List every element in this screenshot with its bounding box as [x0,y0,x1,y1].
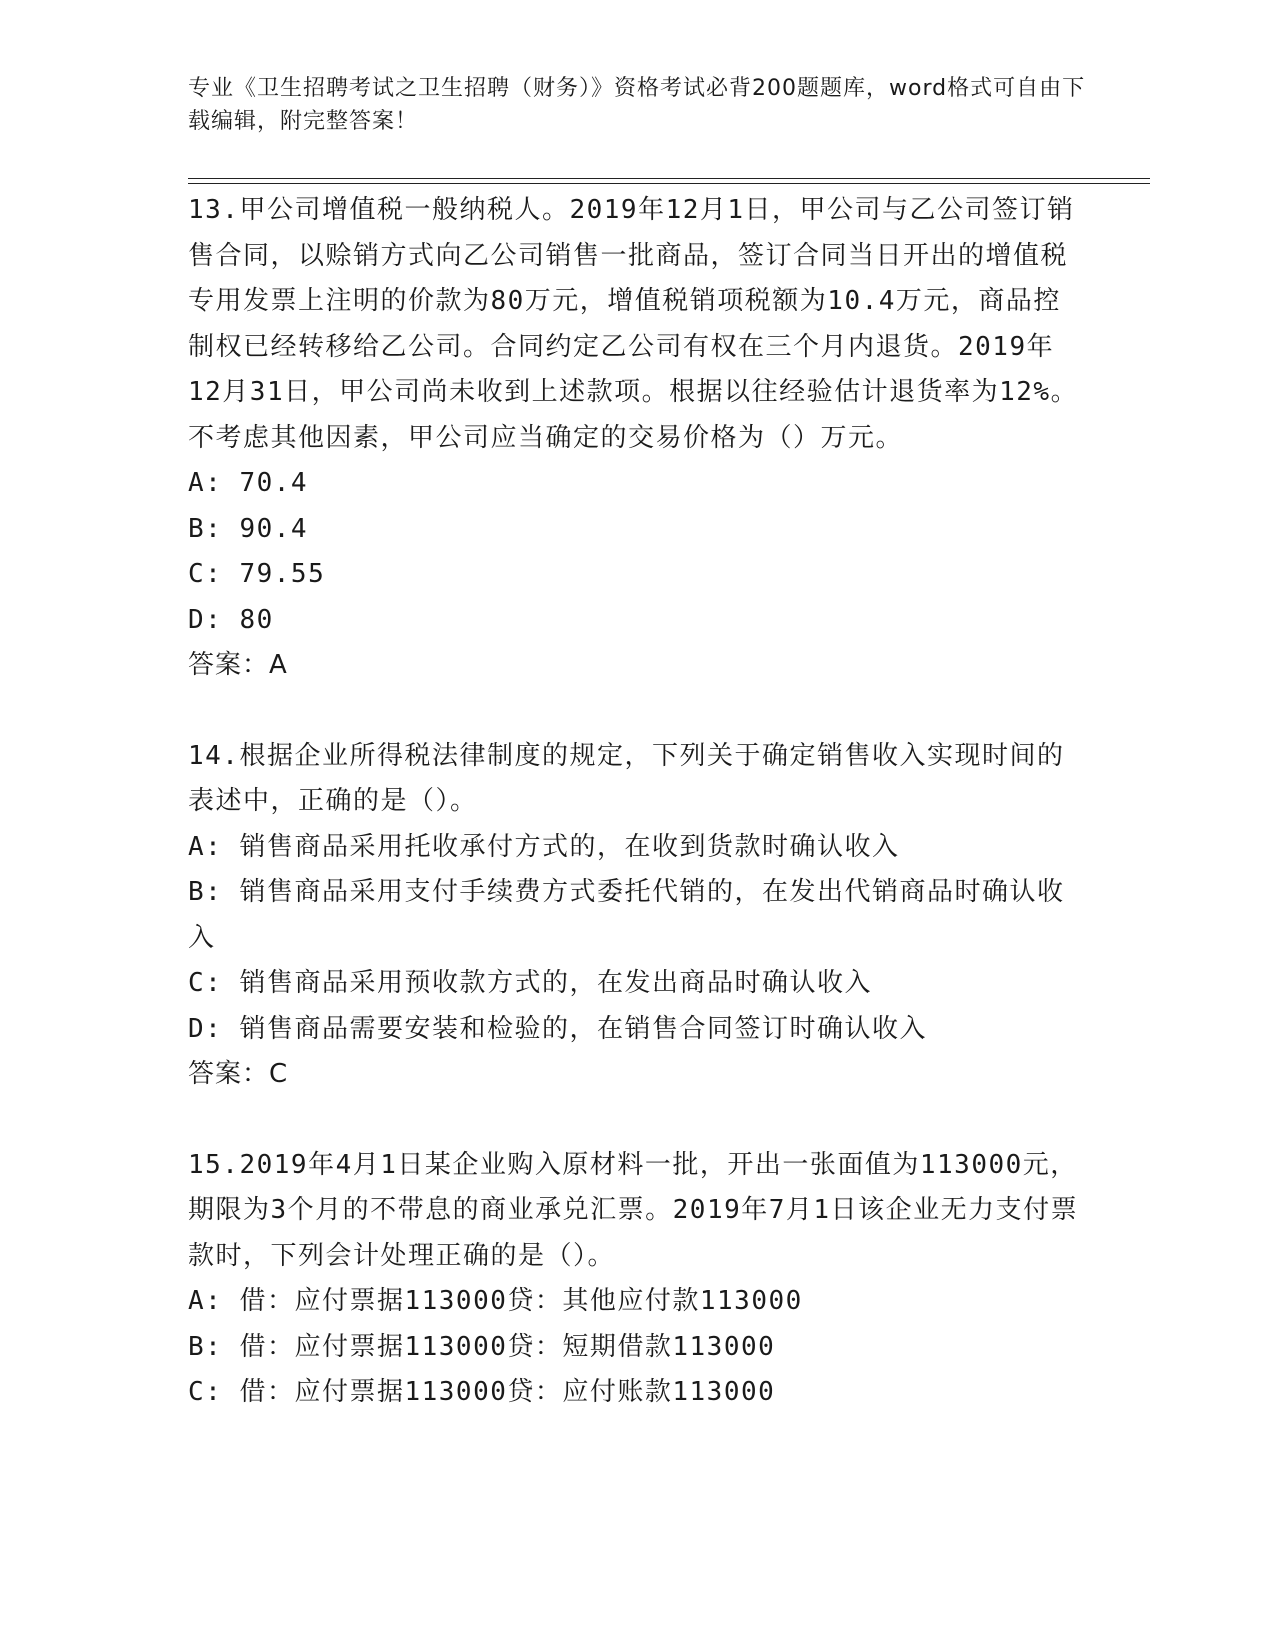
option-d: D: 销售商品需要安装和检验的，在销售合同签订时确认收入 [188,1013,927,1044]
option-c: C: 销售商品采用预收款方式的，在发出商品时确认收入 [188,968,872,998]
option-a: A: 借：应付票据113000贷：其他应付款113000 [188,1286,803,1316]
option-b: B: 借：应付票据113000贷：短期借款113000 [188,1331,776,1362]
option-a: A: 70.4 [188,468,309,498]
header-title: 专业《卫生招聘考试之卫生招聘（财务）》资格考试必背200题题库，word格式可自由下载编辑，附完整答案！ [188,76,1086,134]
option-b: B: 90.4 [188,513,309,544]
option-c: C: 79.55 [188,559,326,589]
question-stem: 15.2019年4月1日某企业购入原材料一批，开出一张面值为113000元，期限为3个月的不带息的商业承兑汇票。2019年7月1日该企业无力支付票款时，下列会计处理正确的是（）。 [188,1149,1079,1271]
question-13 [188,188,1088,689]
answer-label: 答案：A [188,650,288,680]
question-15 [188,1143,1088,1416]
question-stem: 14.根据企业所得税法律制度的规定，下列关于确定销售收入实现时间的表述中，正确的是（）。 [188,740,1065,816]
option-a: A: 销售商品采用托收承付方式的，在收到货款时确认收入 [188,831,900,862]
question-list [188,188,1088,1416]
option-d: D: 80 [188,604,274,635]
question-stem: 13.甲公司增值税一般纳税人。2019年12月1日，甲公司与乙公司签订销售合同，以赊销方式向乙公司销售一批商品，签订合同当日开出的增值税专用发票上注明的价款为80万元，增值税销项税额为10.4万元，商品控制权已经转移给乙公司。合同约定乙公司有权在三个月内退货。2019年12月31日，甲公司尚未收到上述款项。根据以往经验估计退货率为12%。不考虑其他因素，甲公司应当确定的交易价格为（）万元。 [188,195,1079,453]
header-divider-bottom [188,183,1150,184]
option-c: C: 借：应付票据113000贷：应付账款113000 [188,1377,776,1407]
document-header [188,72,1088,138]
question-14 [188,734,1088,1098]
header-divider-top [188,178,1150,179]
option-b: B: 销售商品采用支付手续费方式委托代销的，在发出代销商品时确认收入 [188,877,1065,953]
answer-label: 答案：C [188,1059,289,1089]
